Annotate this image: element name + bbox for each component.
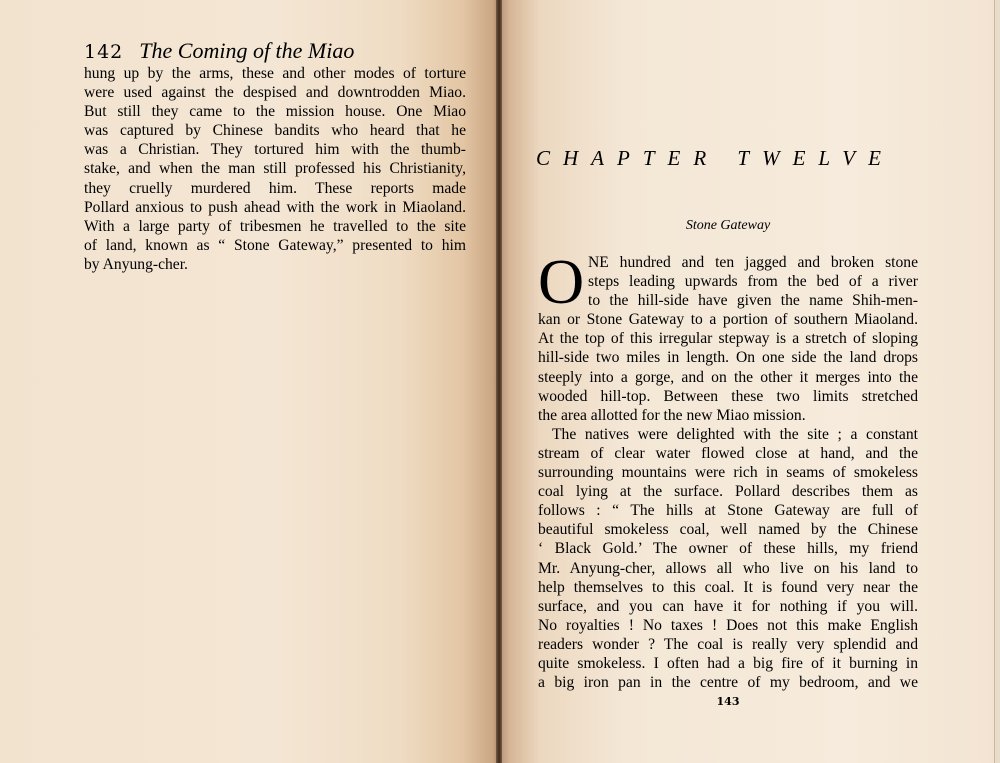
text-line: Mr. Anyung-cher, allows all who live on his land to: [538, 559, 918, 577]
right-page-text: [538, 246, 918, 692]
text-line: follows : “ The hills at Stone Gateway are full of: [538, 502, 918, 520]
text-line: steps leading upwards from the bed of a river: [588, 273, 918, 291]
text-line: were used against the despised and downtrodden Miao.: [84, 84, 466, 102]
section-title: Stone Gateway: [685, 218, 771, 233]
text-line: ‘ Black Gold.’ The owner of these hills, my friend: [538, 540, 918, 558]
text-line: At the top of this irregular stepway is a stretch of sloping: [538, 330, 918, 348]
book-gutter: [496, 0, 502, 763]
text-line: stream of clear water flowed close at hand, and the: [538, 444, 918, 462]
text-line: hung up by the arms, these and other modes of torture: [84, 65, 466, 82]
text-line: steeply into a gorge, and on the other it merges into the: [538, 368, 918, 386]
text-line: was a Christian. They tortured him with the thumb-: [84, 141, 466, 159]
text-line: coal lying at the surface. Pollard describes them as: [538, 483, 918, 501]
text-line: of land, known as “ Stone Gateway,” presented to him: [84, 236, 466, 254]
text-line: No royalties ! No taxes ! Does not this make English: [538, 616, 918, 634]
text-line: NE hundred and ten jagged and broken stone: [588, 254, 918, 271]
text-line: quite smokeless. I often had a big fire of it burning in: [538, 654, 918, 672]
text-line: kan or Stone Gateway to a portion of southern Miaoland.: [538, 311, 918, 329]
text-line: they cruelly murdered him. These reports made: [84, 179, 466, 197]
text-line: wooded hill-top. Between these two limits stretched: [538, 387, 918, 405]
text-line: stake, and when the man still professed his Christianity,: [84, 160, 466, 178]
text-line: to the hill-side have given the name Shih-men-: [588, 292, 918, 310]
text-line: Pollard anxious to push ahead with the work in Miaoland.: [84, 198, 466, 216]
text-line: surface, and you can have it for nothing if you will.: [538, 597, 918, 615]
chapter-heading: CHAPTER TWELVE: [536, 146, 894, 170]
text-line: beautiful smokeless coal, well named by the Chinese: [538, 521, 918, 539]
running-head: [84, 38, 354, 64]
text-line: the area allotted for the new Miao mission.: [538, 406, 806, 424]
left-page-text: [84, 64, 466, 274]
page-edge: [994, 0, 1000, 763]
page-number-left: 142: [84, 41, 124, 63]
text-line: surrounding mountains were rich in seams of smokeless: [538, 464, 918, 482]
text-line: hill-side two miles in length. On one side the land drops: [538, 349, 918, 367]
text-line: readers wonder ? The coal is really very splendid and: [538, 635, 918, 653]
text-line: But still they came to the mission house. One Miao: [84, 103, 466, 121]
running-title: The Coming of the Miao: [139, 38, 355, 63]
text-line: was captured by Chinese bandits who heard that he: [84, 122, 466, 140]
page-number-right: 143: [716, 695, 740, 708]
text-line: a big iron pan in the centre of my bedroom, and we: [538, 674, 918, 692]
text-line: With a large party of tribesmen he travelled to the site: [84, 217, 466, 235]
text-line: by Anyung-cher.: [84, 255, 188, 273]
drop-cap: O: [538, 246, 585, 317]
text-line: help themselves to this coal. It is found very near the: [538, 578, 918, 596]
text-line: The natives were delighted with the site ; a constant: [552, 425, 918, 443]
